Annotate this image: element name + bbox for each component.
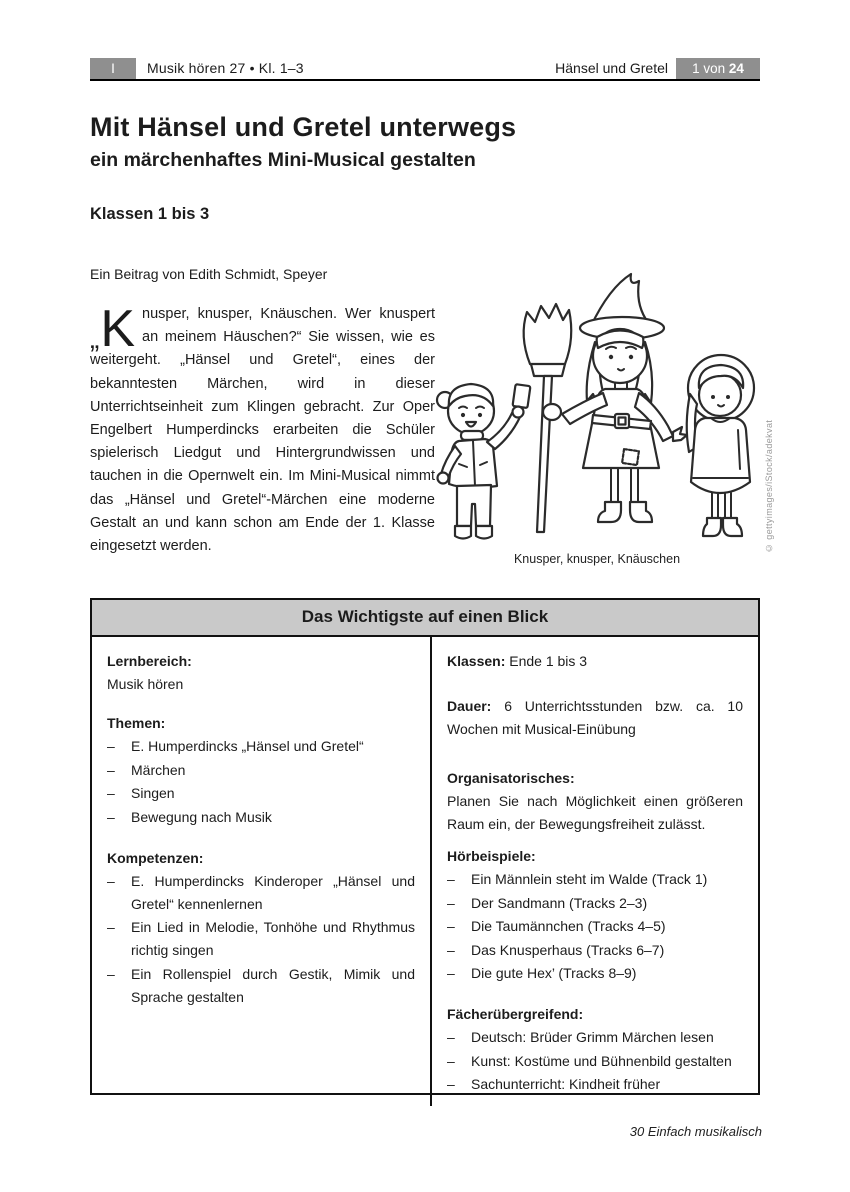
dash-marker: – bbox=[447, 894, 455, 911]
organisatorisches-text: Planen Sie nach Möglichkeit einen größeren Raum ein, der Bewegungsfreiheit zulässt. bbox=[447, 793, 743, 832]
byline: Ein Beitrag von Edith Schmidt, Speyer bbox=[90, 266, 328, 282]
dash-marker: – bbox=[447, 1029, 455, 1045]
dash-marker: – bbox=[447, 941, 455, 958]
klassen-row bbox=[447, 650, 743, 673]
klassen-value: Ende 1 bis 3 bbox=[509, 653, 588, 669]
open-quote: „ bbox=[90, 323, 100, 354]
hoerbeispiele-label: Hörbeispiele: bbox=[447, 848, 536, 864]
page-total: 24 bbox=[728, 60, 744, 76]
dauer-value: 6 Unterrichtsstunden bzw. ca. 10 Wochen mit Musical-Einübung bbox=[447, 698, 744, 737]
dash-marker: – bbox=[107, 738, 115, 754]
intro-paragraph bbox=[90, 300, 435, 558]
list-item: – Sachunterricht: Kindheit früher bbox=[447, 1073, 743, 1096]
dash-marker: – bbox=[447, 1076, 455, 1092]
image-credit: © gettyimages/iStock/adekvat bbox=[764, 419, 774, 553]
overview-body bbox=[92, 637, 758, 1106]
list-item: – Die Taumännchen (Tracks 4–5) bbox=[447, 915, 743, 938]
list-item: – Singen bbox=[107, 782, 415, 805]
list-item: – Ein Männlein steht im Walde (Track 1) bbox=[447, 868, 743, 891]
boy-figure bbox=[437, 384, 530, 539]
list-item: – Märchen bbox=[107, 759, 415, 782]
dash-marker: – bbox=[447, 1052, 455, 1069]
list-item: – Ein Lied in Melodie, Tonhöhe und Rhythmus richtig singen bbox=[107, 916, 415, 962]
list-item: – Bewegung nach Musik bbox=[107, 806, 415, 829]
list-item: – Der Sandmann (Tracks 2–3) bbox=[447, 892, 743, 915]
organisatorisches-label: Organisatorisches: bbox=[447, 770, 575, 786]
list-item: – Die gute Hex’ (Tracks 8–9) bbox=[447, 962, 743, 985]
list-item: – Kunst: Kostüme und Bühnenbild gestalten bbox=[447, 1050, 743, 1073]
overview-right-column bbox=[432, 637, 758, 1106]
overview-title: Das Wichtigste auf einen Blick bbox=[92, 600, 758, 637]
dauer-row bbox=[447, 695, 743, 741]
themen-label: Themen: bbox=[107, 715, 166, 731]
list-item: – Das Knusperhaus (Tracks 6–7) bbox=[447, 939, 743, 962]
dropcap bbox=[90, 300, 136, 358]
hansel-gretel-illustration bbox=[434, 264, 760, 548]
topic-title: Hänsel und Gretel bbox=[555, 60, 668, 76]
overview-box bbox=[90, 598, 760, 1095]
footer-page-label: 30 Einfach musikalisch bbox=[629, 1124, 762, 1139]
dash-marker: – bbox=[107, 965, 115, 982]
dash-marker: – bbox=[447, 871, 455, 887]
page-header bbox=[90, 57, 760, 81]
dash-marker: – bbox=[107, 919, 115, 935]
list-item: – Ein Rollenspiel durch Gestik, Mimik und Sprache gestalten bbox=[107, 963, 415, 1009]
lernbereich-label: Lernbereich: bbox=[107, 653, 192, 669]
page-subtitle: ein märchenhaftes Mini-Musical gestalten bbox=[90, 149, 476, 171]
dash-marker: – bbox=[107, 785, 115, 801]
grade-level: Klassen 1 bis 3 bbox=[90, 205, 210, 223]
faecheruebergreifend-label: Fächerübergreifend: bbox=[447, 1006, 584, 1022]
list-item: – E. Humperdincks „Hänsel und Gretel“ bbox=[107, 735, 415, 758]
girl-figure bbox=[687, 355, 754, 536]
page-title: Mit Hänsel und Gretel unterwegs bbox=[90, 112, 517, 142]
dash-marker: – bbox=[447, 918, 455, 934]
lernbereich-value: Musik hören bbox=[107, 676, 184, 692]
dropcap-letter: K bbox=[100, 300, 136, 358]
dash-marker: – bbox=[107, 761, 115, 778]
dash-marker: – bbox=[107, 808, 115, 825]
dauer-label: Dauer: bbox=[447, 698, 492, 714]
intro-text: nusper, knusper, Knäuschen. Wer knuspert an meinem Häuschen?“ Sie wissen, wie es weitergeht. „Hänsel und Gretel“, eines der bekanntesten Märchen, wird in dieser Unterrichtseinheit zum Klingen gebracht. Zur Oper Engelbert Humperdincks erarbeiten die Schüler spielerisch Liedgut und Hintergrundwissen und tauchen in die Opernwelt ein. Im Mini-Musical nimmt das „Hänsel und Gretel“-Märchen eine moderne Gestalt an und kann schon am Ende der 1. Klasse eingesetzt werden. bbox=[90, 306, 435, 555]
kompetenzen-label: Kompetenzen: bbox=[107, 849, 204, 866]
figure bbox=[434, 264, 760, 566]
list-item: – E. Humperdincks Kinderoper „Hänsel und Gretel“ kennenlernen bbox=[107, 870, 415, 916]
overview-left-column bbox=[92, 637, 432, 1106]
page-current: 1 von bbox=[692, 60, 726, 76]
klassen-label: Klassen: bbox=[447, 653, 506, 669]
dash-marker: – bbox=[107, 872, 115, 889]
unit-badge: I bbox=[90, 58, 136, 79]
list-item: – Deutsch: Brüder Grimm Märchen lesen bbox=[447, 1026, 743, 1049]
dash-marker: – bbox=[447, 965, 455, 981]
page-count-badge bbox=[676, 58, 760, 79]
witch-figure bbox=[543, 274, 687, 522]
series-title: Musik hören 27 • Kl. 1–3 bbox=[147, 60, 304, 76]
figure-caption: Knusper, knusper, Knäuschen bbox=[513, 552, 681, 566]
